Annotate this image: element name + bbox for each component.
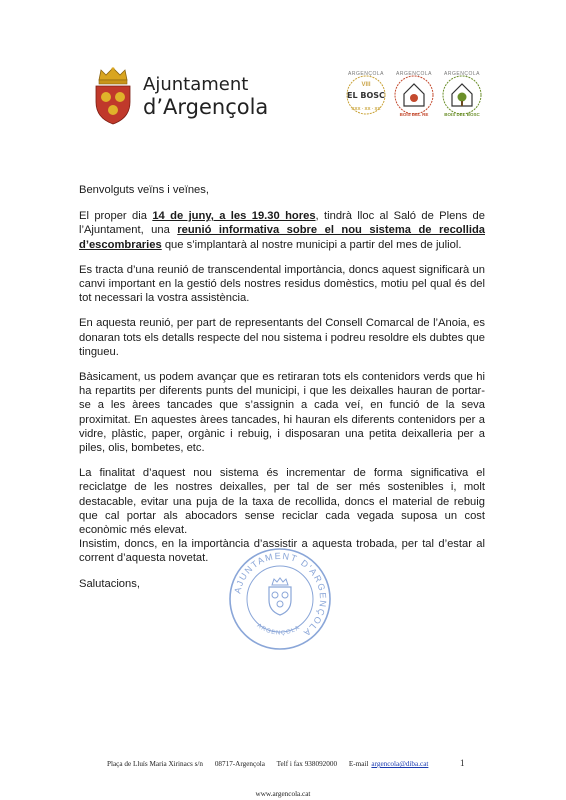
coat-of-arms-icon (92, 66, 134, 126)
org-name-line1: Ajuntament (143, 74, 249, 95)
org-name-line2: d’Argençola (143, 95, 269, 119)
footer-contact-line (107, 760, 428, 768)
p1-text-b: , tindrà lloc al Saló de Plens de l’Ajuntament, una (79, 210, 485, 237)
paragraph-2: Es tracta d’una reunió de transcendental importància, doncs aquest significarà un canvi important en la gestió dels nostres residus domèstics, motiu pel qual és del tot necessari la vostra assistència. (79, 263, 485, 305)
seal-arc-text: ARGENÇOLA (348, 71, 384, 77)
quality-seals (344, 68, 484, 126)
seal-3 (440, 68, 484, 126)
paragraph-1 (79, 209, 485, 252)
svg-text:ARGENÇOLA (256, 623, 302, 637)
official-stamp (226, 545, 334, 653)
paragraph-4: Bàsicament, us podem avançar que es retiraran tots els contenidors verds que hi ha repartits per diferents punts del municipi, i que les deixalles hauran de portar-se a les àrees tancades que s’assignin a cada veí, en funció de la seva proximitat. En aquestes àrees tancades, hi hauran els diferents contenidors per a vidre, plàstic, paper, orgànic i rebuig, i disposaran una petita deixalleria per a piles, olis, bombetes, etc. (79, 371, 485, 455)
paragraph-6: Insistim, doncs, en la importància d’assistir a aquesta trobada, per tal d’estar al corrent d’aquesta novetat. (79, 538, 485, 565)
letterhead (0, 0, 566, 150)
paragraph-3: En aquesta reunió, per part de representants del Consell Comarcal de l’Anoia, es donaran tots els detalls respecte del nou sistema i podreu resoldre els dubtes que tingueu. (79, 317, 485, 358)
stamp-ring-text: AJUNTAMENT D'ARGENÇOLA (232, 550, 329, 639)
p1-text-a: El proper dia (79, 210, 153, 223)
seal-foot: BOIS DEL RE (399, 112, 429, 117)
seal-el-bosc (344, 68, 388, 126)
footer-address: Plaça de Lluís Maria Xirinacs s/n (107, 760, 204, 768)
seal-foot: XXX · XX · XX (351, 106, 381, 111)
seal-arc-text: ARGENÇOLA (396, 71, 432, 77)
stamp-bottom-text: ARGENÇOLA (255, 622, 302, 637)
seal-2 (392, 68, 436, 126)
meeting-date: 14 de juny, a les 19.30 hores (152, 210, 316, 223)
closing: Salutacions, (79, 577, 140, 590)
footer-website: www.argencola.cat (255, 790, 311, 798)
seal-foot: BOIS DEL BOSC (444, 112, 480, 117)
organization-name (143, 75, 268, 119)
footer-email-link[interactable]: argencola@diba.cat (371, 760, 429, 768)
seal-arc-text: ARGENÇOLA (444, 71, 480, 77)
greeting: Benvolguts veïns i veïnes, (79, 184, 209, 196)
footer-postal: 08717-Argençola (214, 760, 265, 768)
paragraph-5: La finalitat d’aquest nou sistema és incrementar de forma significativa el reciclatge de les nostres deixalles, per tal de ser més sostenibles i, molt destacable, evitar una puja de la taxa de recollida, doncs el material de rebuig que cal portar als abocadors sense reciclar cada vegada suposa un cost econòmic més elevat. (79, 467, 485, 537)
stamp-shield-icon (269, 578, 291, 615)
seal-title: EL BOSC (347, 91, 385, 100)
page-number: 1 (460, 758, 465, 768)
p1-text-c: que s’implantarà al nostre municipi a partir del mes de juliol. (161, 238, 462, 251)
svg-text:AJUNTAMENT D'ARGENÇOLA (232, 551, 328, 639)
footer-phone: Telf i fax 938092000 (276, 760, 338, 768)
letter-body (79, 183, 485, 602)
footer-email-label: E-mail (348, 760, 369, 768)
seal-roman: VIII (361, 82, 371, 88)
meeting-topic: reunió informativa sobre el nou sistema de recollida d’escombraries (79, 224, 485, 251)
